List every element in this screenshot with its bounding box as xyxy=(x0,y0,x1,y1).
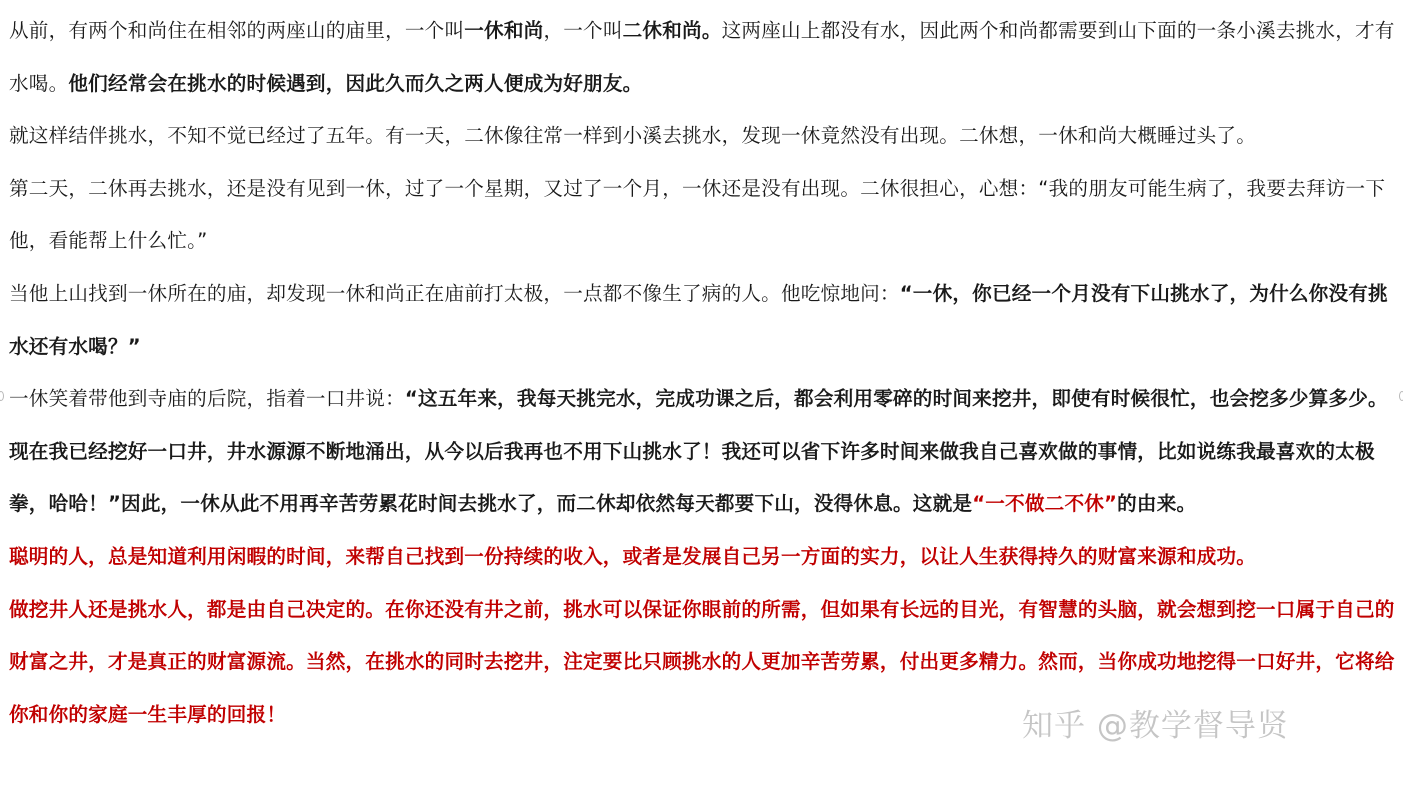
paragraph-5-quote: “这五年来，我每天挑完水，完成功课之后，都会利用零碎的时间来挖井，即使有时候很忙，也会挖多少算多少。现在我已经挖好一口井，井水源源不断地涌出，从今以后我再也不用下山挑水了！我还可以省下许多时间来做我自己喜欢做的事情，比如说练我最喜欢的太极拳，哈哈！”因此，一休从此不用再辛苦劳累花时间去挑水了，而二休却依然每天都要下山，没得休息。这就是 xyxy=(9,387,1388,516)
article-body xyxy=(9,5,1399,741)
paragraph-1-bold-sentence: 他们经常会在挑水的时候遇到，因此久而久之两人便成为好朋友。 xyxy=(68,71,643,95)
paragraph-2: 就这样结伴挑水，不知不觉已经过了五年。有一天，二休像往常一样到小溪去挑水，发现一休竟然没有出现。二休想，一休和尚大概睡过头了。 xyxy=(9,124,1257,148)
paragraph-3: 第二天，二休再去挑水，还是没有见到一休，过了一个星期，又过了一个月，一休还是没有出现。二休很担心，心想：“我的朋友可能生病了，我要去拜访一下他，看能帮上什么忙。” xyxy=(9,176,1386,253)
idiom-highlight: “一不做二不休” xyxy=(972,492,1118,516)
paragraph-4 xyxy=(9,268,1399,373)
paragraph-6-moral: 聪明的人，总是知道利用闲暇的时间，来帮自己找到一份持续的收入，或者是发展自己另一方面的实力，以让人生获得持久的财富来源和成功。 xyxy=(9,544,1257,568)
monk-name-erxiu: 二休和尚。 xyxy=(622,19,722,42)
paragraph-5-text: 一休笑着带他到寺庙的后院，指着一口井说： xyxy=(9,387,405,411)
paragraph-1-text-3: 这两座山上都没有水，因此两个和尚都需要到山下面的一条小溪去挑水，才有水喝。 xyxy=(9,19,1395,95)
paragraph-5-ending: 的由来。 xyxy=(1117,492,1197,516)
right-edge-handle-icon xyxy=(1399,391,1403,401)
paragraph-7-moral: 做挖井人还是挑水人，都是由自己决定的。在你还没有井之前，挑水可以保证你眼前的所需，但如果有长远的目光，有智慧的头脑，就会想到挖一口属于自己的财富之井，才是真正的财富源流。当然，在挑水的同时去挖井，注定要比只顾挑水的人更加辛苦劳累，付出更多精力。然而，当你成功地挖得一口好井，它将给你和你的家庭一生丰厚的回报！ xyxy=(9,597,1395,726)
paragraph-1-text-2: ，一个叫 xyxy=(543,19,623,42)
left-edge-handle-icon xyxy=(0,391,4,401)
paragraph-1 xyxy=(9,5,1399,110)
monk-name-yixiu: 一休和尚 xyxy=(464,19,544,42)
paragraph-1-text-1: 从前，有两个和尚住在相邻的两座山的庙里，一个叫 xyxy=(9,19,465,42)
zhihu-watermark: 知乎 @教学督导贤 xyxy=(1022,708,1289,744)
paragraph-5 xyxy=(9,373,1399,531)
paragraph-4-question: “一休，你已经一个月没有下山挑水了，为什么你没有挑水还有水喝？” xyxy=(9,281,1388,358)
paragraph-4-text: 当他上山找到一休所在的庙，却发现一休和尚正在庙前打太极，一点都不像生了病的人。他吃惊地问： xyxy=(9,281,900,305)
